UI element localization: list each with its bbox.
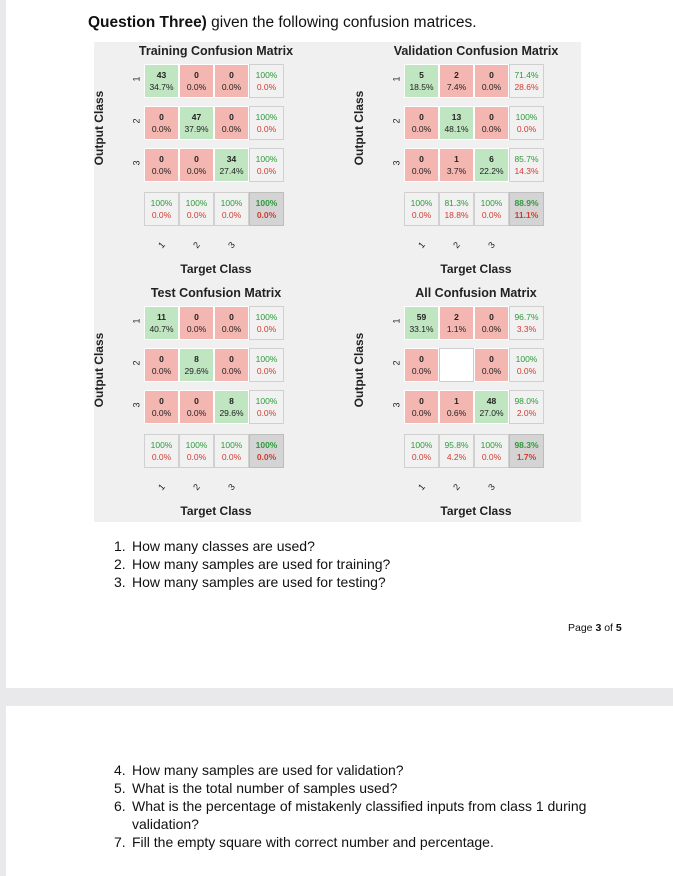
cell-percent: 0.0% — [221, 366, 242, 376]
cell-percent: 3.3% — [516, 324, 537, 334]
summary-cell — [439, 192, 474, 226]
matrix-cell — [179, 390, 214, 424]
cell-value: 8 — [194, 354, 199, 364]
cell-percent: 33.1% — [409, 324, 434, 334]
output-class-label: Output Class — [352, 90, 366, 166]
row-label: 3 — [131, 160, 142, 166]
cell-value: 100% — [255, 112, 278, 122]
cell-value: 0 — [229, 112, 234, 122]
matrix-cell — [404, 306, 439, 340]
cell-value: 0 — [194, 70, 199, 80]
empty-cell — [439, 348, 474, 382]
cell-percent: 28.6% — [514, 82, 539, 92]
cell-percent: 0.0% — [411, 124, 432, 134]
cell-value: 100% — [255, 70, 278, 80]
cell-percent: 0.0% — [151, 124, 172, 134]
summary-cell — [249, 148, 284, 182]
summary-cell — [509, 306, 544, 340]
cell-value: 0 — [419, 396, 424, 406]
row-label: 1 — [131, 76, 142, 82]
question-text: How many samples are used for training? — [132, 556, 391, 572]
question-text: Fill the empty square with correct number and percentage. — [132, 834, 494, 850]
cell-value: 100% — [410, 198, 433, 208]
column-label: 1 — [156, 481, 167, 493]
cell-percent: 0.0% — [516, 366, 537, 376]
row-label: 3 — [131, 402, 142, 408]
cell-value: 0 — [229, 312, 234, 322]
cell-value: 81.3% — [444, 198, 469, 208]
matrix-cell — [404, 148, 439, 182]
cell-value: 2 — [454, 312, 459, 322]
matrix-cell — [439, 306, 474, 340]
matrix-cell — [214, 390, 249, 424]
cell-value: 5 — [419, 70, 424, 80]
question-item — [114, 537, 390, 555]
cell-value: 85.7% — [514, 154, 539, 164]
cell-value: 0 — [194, 154, 199, 164]
cell-value: 13 — [451, 112, 462, 122]
cell-value: 98.3% — [514, 440, 539, 450]
cell-percent: 0.0% — [151, 366, 172, 376]
matrix-cell — [214, 106, 249, 140]
page-number — [568, 622, 622, 634]
questions-list-page-4 — [114, 761, 624, 851]
cell-percent: 0.0% — [481, 324, 502, 334]
confusion-matrix-title: Validation Confusion Matrix — [393, 44, 559, 58]
cell-value: 1 — [454, 154, 459, 164]
cell-percent: 0.0% — [411, 210, 432, 220]
column-label: 2 — [451, 481, 462, 493]
cell-value: 100% — [480, 198, 503, 208]
confusion-matrix-title: Test Confusion Matrix — [150, 286, 282, 300]
cell-percent: 0.0% — [256, 452, 277, 462]
matrix-cell — [144, 348, 179, 382]
summary-cell — [249, 192, 284, 226]
cell-value: 48 — [486, 396, 497, 406]
summary-cell — [179, 192, 214, 226]
cell-value: 100% — [410, 440, 433, 450]
cell-value: 88.9% — [514, 198, 539, 208]
cell-percent: 0.0% — [221, 124, 242, 134]
summary-cell — [249, 106, 284, 140]
cell-percent: 0.0% — [516, 124, 537, 134]
cell-percent: 0.0% — [151, 408, 172, 418]
question-item — [114, 797, 624, 833]
cell-percent: 29.6% — [219, 408, 244, 418]
cell-value: 1 — [454, 396, 459, 406]
summary-cell — [144, 434, 179, 468]
matrix-cell — [179, 148, 214, 182]
cell-percent: 2.0% — [516, 408, 537, 418]
cell-percent: 37.9% — [184, 124, 209, 134]
matrix-cell — [179, 348, 214, 382]
cell-value: 0 — [489, 70, 494, 80]
cell-value: 0 — [194, 396, 199, 406]
cell-percent: 0.6% — [446, 408, 467, 418]
matrix-cell — [439, 390, 474, 424]
summary-cell — [404, 434, 439, 468]
question-heading-label: Question Three) — [88, 14, 207, 31]
cell-value: 100% — [515, 354, 538, 364]
cell-value: 0 — [489, 312, 494, 322]
cell-percent: 11.1% — [514, 210, 539, 220]
row-label: 1 — [131, 318, 142, 324]
cell-percent: 0.0% — [481, 210, 502, 220]
cell-value: 100% — [255, 354, 278, 364]
cell-percent: 34.7% — [149, 82, 174, 92]
cell-percent: 0.0% — [256, 210, 277, 220]
cell-percent: 0.0% — [186, 166, 207, 176]
question-heading — [88, 14, 477, 32]
cell-value: 100% — [255, 396, 278, 406]
cell-value: 6 — [489, 154, 494, 164]
cell-percent: 0.0% — [256, 324, 277, 334]
cell-value: 47 — [191, 112, 202, 122]
cell-value: 96.7% — [514, 312, 539, 322]
questions-list-page-3 — [114, 537, 390, 591]
cell-value: 0 — [159, 396, 164, 406]
column-label: 2 — [191, 239, 202, 251]
question-text: How many samples are used for testing? — [132, 574, 386, 590]
matrix-cell — [474, 390, 509, 424]
document-page-4 — [6, 706, 673, 876]
cell-value: 100% — [150, 198, 173, 208]
page-number-mid: of — [601, 622, 616, 634]
matrix-cell — [439, 106, 474, 140]
column-label: 3 — [486, 481, 497, 493]
cell-percent: 0.0% — [411, 452, 432, 462]
page-number-current: 3 — [595, 622, 602, 634]
cell-value: 100% — [255, 440, 278, 450]
cell-percent: 0.0% — [256, 166, 277, 176]
row-label: 2 — [131, 360, 142, 366]
cell-value: 0 — [159, 354, 164, 364]
cell-percent: 0.0% — [221, 210, 242, 220]
cell-value: 8 — [229, 396, 234, 406]
cell-value: 0 — [489, 112, 494, 122]
summary-cell — [509, 434, 544, 468]
summary-cell — [214, 192, 249, 226]
cell-percent: 0.0% — [186, 408, 207, 418]
column-label: 3 — [226, 481, 237, 493]
row-label: 3 — [391, 402, 402, 408]
matrix-cell — [404, 348, 439, 382]
target-class-label: Target Class — [440, 262, 512, 276]
matrix-cell — [404, 106, 439, 140]
target-class-label: Target Class — [180, 504, 252, 518]
row-label: 2 — [391, 360, 402, 366]
matrix-cell — [214, 148, 249, 182]
matrix-cell — [144, 64, 179, 98]
cell-percent: 22.2% — [479, 166, 504, 176]
question-number: 5. — [114, 780, 126, 796]
cell-percent: 0.0% — [151, 210, 172, 220]
confusion-matrices-figure — [94, 42, 581, 522]
matrix-cell — [474, 64, 509, 98]
row-label: 3 — [391, 160, 402, 166]
page-number-prefix: Page — [568, 622, 596, 634]
cell-value: 100% — [220, 198, 243, 208]
question-item — [114, 833, 624, 851]
cell-value: 0 — [489, 354, 494, 364]
question-item — [114, 761, 624, 779]
confusion-matrix-1 — [92, 42, 336, 278]
summary-cell — [439, 434, 474, 468]
matrix-cell — [404, 64, 439, 98]
matrix-cell — [474, 148, 509, 182]
matrix-cell — [144, 148, 179, 182]
cell-percent: 0.0% — [411, 408, 432, 418]
matrix-cell — [439, 148, 474, 182]
matrix-cell — [144, 106, 179, 140]
summary-cell — [249, 390, 284, 424]
question-text: How many classes are used? — [132, 538, 315, 554]
cell-percent: 27.0% — [479, 408, 504, 418]
column-label: 1 — [416, 239, 427, 251]
question-number: 7. — [114, 834, 126, 850]
matrix-cell — [474, 306, 509, 340]
summary-cell — [474, 434, 509, 468]
confusion-matrix-4 — [352, 284, 596, 520]
cell-percent: 29.6% — [184, 366, 209, 376]
cell-value: 100% — [185, 440, 208, 450]
cell-percent: 7.4% — [446, 82, 467, 92]
summary-cell — [144, 192, 179, 226]
cell-value: 100% — [255, 154, 278, 164]
confusion-matrix-title: Training Confusion Matrix — [138, 44, 294, 58]
output-class-label: Output Class — [352, 332, 366, 408]
cell-percent: 0.0% — [481, 452, 502, 462]
cell-value: 0 — [419, 354, 424, 364]
page-number-total: 5 — [615, 622, 622, 634]
matrix-cell — [179, 306, 214, 340]
cell-value: 0 — [419, 112, 424, 122]
cell-percent: 0.0% — [186, 324, 207, 334]
summary-cell — [179, 434, 214, 468]
summary-cell — [509, 192, 544, 226]
cell-value: 0 — [419, 154, 424, 164]
cell-value: 59 — [416, 312, 427, 322]
cell-value: 100% — [220, 440, 243, 450]
cell-percent: 0.0% — [256, 124, 277, 134]
output-class-label: Output Class — [92, 332, 106, 408]
summary-cell — [214, 434, 249, 468]
cell-value: 2 — [454, 70, 459, 80]
question-text: How many samples are used for validation? — [132, 762, 404, 778]
cell-value: 71.4% — [514, 70, 539, 80]
summary-cell — [474, 192, 509, 226]
cell-percent: 18.8% — [444, 210, 469, 220]
summary-cell — [249, 306, 284, 340]
cell-value: 0 — [229, 354, 234, 364]
cell-percent: 0.0% — [186, 82, 207, 92]
cell-percent: 0.0% — [481, 82, 502, 92]
summary-cell — [509, 348, 544, 382]
cell-value: 11 — [157, 312, 166, 322]
column-label: 1 — [416, 481, 427, 493]
cell-percent: 0.0% — [481, 366, 502, 376]
cell-value: 34 — [226, 154, 237, 164]
cell-percent: 0.0% — [221, 452, 242, 462]
cell-percent: 0.0% — [411, 166, 432, 176]
cell-percent: 1.7% — [516, 452, 537, 462]
row-label: 2 — [391, 118, 402, 124]
matrix-cell — [144, 306, 179, 340]
target-class-label: Target Class — [180, 262, 252, 276]
cell-percent: 0.0% — [186, 210, 207, 220]
cell-value: 0 — [229, 70, 234, 80]
cell-percent: 1.1% — [446, 324, 467, 334]
cell-value: 98.0% — [514, 396, 539, 406]
summary-cell — [509, 148, 544, 182]
question-item — [114, 573, 390, 591]
cell-value: 100% — [255, 312, 278, 322]
cell-percent: 14.3% — [514, 166, 539, 176]
confusion-matrix-2 — [352, 42, 596, 278]
column-label: 2 — [451, 239, 462, 251]
cell-percent: 3.7% — [446, 166, 467, 176]
question-item — [114, 779, 624, 797]
cell-percent: 0.0% — [256, 82, 277, 92]
summary-cell — [249, 348, 284, 382]
matrix-cell — [179, 106, 214, 140]
question-number: 1. — [114, 538, 126, 554]
matrix-cell — [474, 348, 509, 382]
summary-cell — [509, 106, 544, 140]
cell-percent: 27.4% — [219, 166, 244, 176]
cell-percent: 0.0% — [186, 452, 207, 462]
summary-cell — [404, 192, 439, 226]
cell-value: 0 — [159, 154, 164, 164]
cell-value: 0 — [159, 112, 164, 122]
row-label: 1 — [391, 76, 402, 82]
matrix-cell — [404, 390, 439, 424]
cell-value: 0 — [194, 312, 199, 322]
confusion-matrix-3 — [92, 284, 336, 520]
cell-value: 95.8% — [444, 440, 469, 450]
document-page-3 — [6, 0, 673, 688]
confusion-matrix-title: All Confusion Matrix — [415, 286, 537, 300]
matrix-cell — [144, 390, 179, 424]
column-label: 1 — [156, 239, 167, 251]
column-label: 3 — [486, 239, 497, 251]
cell-percent: 0.0% — [151, 166, 172, 176]
question-number: 3. — [114, 574, 126, 590]
cell-percent: 0.0% — [221, 82, 242, 92]
cell-percent: 18.5% — [409, 82, 434, 92]
summary-cell — [249, 64, 284, 98]
cell-percent: 0.0% — [411, 366, 432, 376]
matrix-cell — [439, 64, 474, 98]
column-label: 3 — [226, 239, 237, 251]
question-text: What is the percentage of mistakenly classified inputs from class 1 during validation? — [132, 798, 587, 832]
summary-cell — [249, 434, 284, 468]
cell-percent: 0.0% — [256, 366, 277, 376]
matrix-cell — [179, 64, 214, 98]
summary-cell — [509, 64, 544, 98]
target-class-label: Target Class — [440, 504, 512, 518]
question-number: 6. — [114, 798, 126, 814]
cell-percent: 0.0% — [481, 124, 502, 134]
cell-percent: 48.1% — [444, 124, 469, 134]
cell-percent: 4.2% — [446, 452, 467, 462]
question-item — [114, 555, 390, 573]
cell-value: 100% — [255, 198, 278, 208]
row-label: 1 — [391, 318, 402, 324]
question-heading-text: given the following confusion matrices. — [206, 14, 477, 31]
matrix-cell — [474, 106, 509, 140]
cell-percent: 0.0% — [221, 324, 242, 334]
question-number: 2. — [114, 556, 126, 572]
question-number: 4. — [114, 762, 126, 778]
output-class-label: Output Class — [92, 90, 106, 166]
column-label: 2 — [191, 481, 202, 493]
matrix-cell — [214, 64, 249, 98]
cell-value: 100% — [185, 198, 208, 208]
cell-value: 100% — [150, 440, 173, 450]
cell-value: 100% — [480, 440, 503, 450]
cell-percent: 40.7% — [149, 324, 174, 334]
cell-value: 43 — [156, 70, 167, 80]
matrix-cell — [214, 306, 249, 340]
matrix-cell — [214, 348, 249, 382]
cell-percent: 0.0% — [256, 408, 277, 418]
cell-value: 100% — [515, 112, 538, 122]
row-label: 2 — [131, 118, 142, 124]
cell-percent: 0.0% — [151, 452, 172, 462]
question-text: What is the total number of samples used? — [132, 780, 398, 796]
summary-cell — [509, 390, 544, 424]
